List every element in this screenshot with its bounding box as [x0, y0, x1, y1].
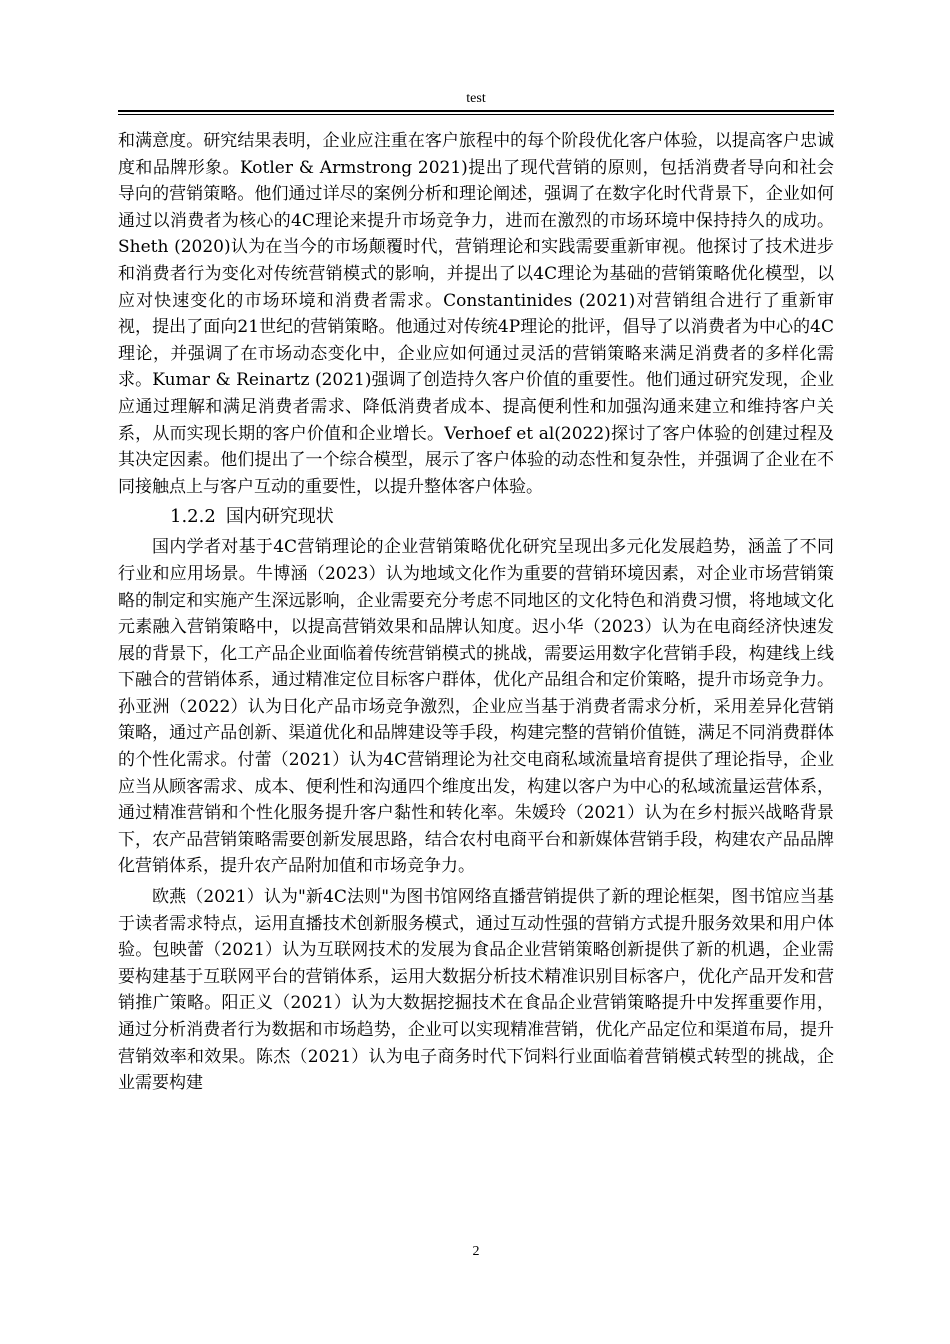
body-paragraph: 欧燕（2021）认为"新4C法则"为图书馆网络直播营销提供了新的理论框架，图书馆应当基于读者需求特点，运用直播技术创新服务模式，通过互动性强的营销方式提升服务效果和用户体验。包映蕾（2021）认为互联网技术的发展为食品企业营销策略创新提供了新的机遇，企业需要构建基于互联网平台的营销体系，运用大数据分析技术精准识别目标客户，优化产品开发和营销推广策略。阳正义（2021）认为大数据挖掘技术在食品企业营销策略提升中发挥重要作用，通过分析消费者行为数据和市场趋势，企业可以实现精准营销，优化产品定位和渠道布局，提升营销效率和效果。陈杰（2021）认为电子商务时代下饲料行业面临着营销模式转型的挑战，企业需要构建 [118, 887, 834, 1094]
header-rule [118, 110, 834, 112]
header-rule-thin [118, 114, 834, 115]
body-paragraph: 国内学者对基于4C营销理论的企业营销策略优化研究呈现出多元化发展趋势，涵盖了不同行业和应用场景。牛博涵（2023）认为地域文化作为重要的营销环境因素，对企业市场营销策略的制定和实施产生深远影响，企业需要充分考虑不同地区的文化特色和消费习惯，将地域文化元素融入营销策略中，以提高营销效果和品牌认知度。迟小华（2023）认为在电商经济快速发展的背景下，化工产品企业面临着传统营销模式的挑战，需要运用数字化营销手段，构建线上线下融合的营销体系，通过精准定位目标客户群体，优化产品组合和定价策略，提升市场竞争力。孙亚洲（2022）认为日化产品市场竞争激烈，企业应当基于消费者需求分析，采用差异化营销策略，通过产品创新、渠道优化和品牌建设等手段，构建完整的营销价值链，满足不同消费群体的个性化需求。付蕾（2021）认为4C营销理论为社交电商私域流量培育提供了理论指导，企业应当从顾客需求、成本、便利性和沟通四个维度出发，构建以客户为中心的私域流量运营体系，通过精准营销和个性化服务提升客户黏性和转化率。朱媛玲（2021）认为在乡村振兴战略背景下，农产品营销策略需要创新发展思路，结合农村电商平台和新媒体营销手段，构建农产品品牌化营销体系，提升农产品附加值和市场竞争力。 [118, 537, 834, 877]
body-paragraph-continued: 和满意度。研究结果表明，企业应注重在客户旅程中的每个阶段优化客户体验，以提高客户忠诚度和品牌形象。Kotler & Armstrong 2021)提出了现代营销的原则，包括消费者导向和社会导向的营销策略。他们通过详尽的案例分析和理论阐述，强调了在数字化时代背景下，企业如何通过以消费者为核心的4C理论来提升市场竞争力，进而在激烈的市场环境中保持持久的成功。Sheth (2020)认为在当今的市场颠覆时代，营销理论和实践需要重新审视。他探讨了技术进步和消费者行为变化对传统营销模式的影响，并提出了以4C理论为基础的营销策略优化模型，以应对快速变化的市场环境和消费者需求。Constantinides (2021)对营销组合进行了重新审视，提出了面向21世纪的营销策略。他通过对传统4P理论的批评，倡导了以消费者为中心的4C理论，并强调了在市场动态变化中，企业应如何通过灵活的营销策略来满足消费者的多样化需求。Kumar & Reinartz (2021)强调了创造持久客户价值的重要性。他们通过研究发现，企业应通过理解和满足消费者需求、降低消费者成本、提高便利性和加强沟通来建立和维持客户关系，从而实现长期的客户价值和企业增长。Verhoef et al(2022)探讨了客户体验的创建过程及其决定因素。他们提出了一个综合模型，展示了客户体验的动态性和复杂性，并强调了企业在不同接触点上与客户互动的重要性，以提升整体客户体验。 [118, 131, 834, 497]
section-number: 1.2.2 [170, 506, 216, 528]
page-number: 2 [472, 1244, 480, 1259]
section-heading [170, 502, 834, 532]
document-body [118, 128, 834, 1097]
section-title: 国内研究现状 [225, 506, 334, 528]
page-header-title: test [466, 91, 486, 106]
